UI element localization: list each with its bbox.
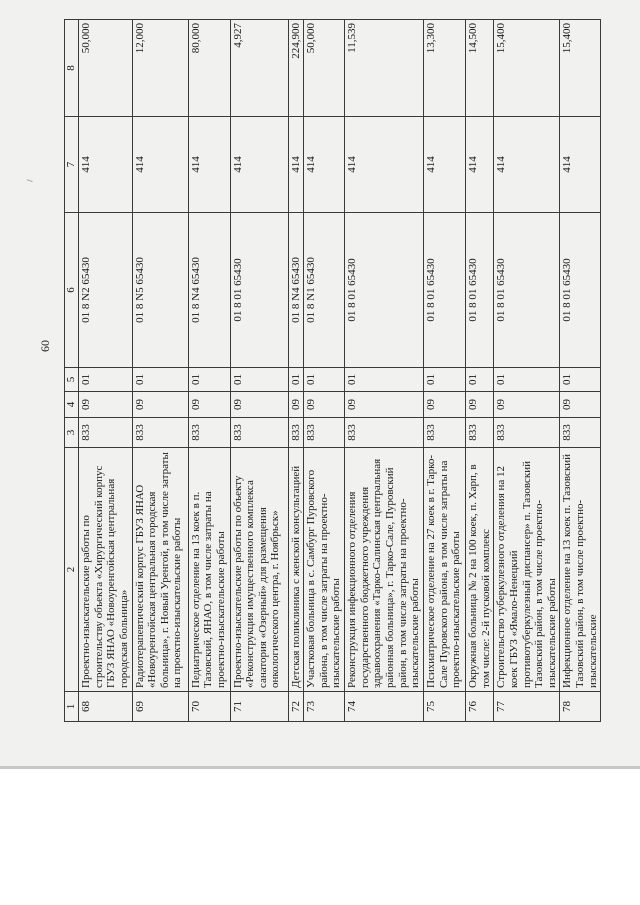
- column-header: 2: [65, 448, 79, 692]
- code-expense-type: 414: [423, 117, 465, 213]
- code-expense-type: 414: [345, 117, 424, 213]
- code-expense-type: 414: [188, 117, 230, 213]
- code-ministry: 833: [132, 418, 188, 448]
- object-name: Реконструкция инфекционного отделения государственного бюджетного учреждения здравоохранения «Тарко-Салинская центральная районная больница», г. Тарко-Сале, Пуровский район, в том числе затраты на проектно-изыскательские работы: [345, 448, 424, 692]
- code-ministry: 833: [465, 418, 493, 448]
- column-number-row: [65, 20, 79, 722]
- code-subsection: 01: [494, 368, 560, 392]
- code-ministry: 833: [304, 418, 345, 448]
- code-subsection: 01: [79, 368, 133, 392]
- amount: 12,000: [132, 20, 188, 117]
- row-number: 72: [288, 692, 304, 722]
- object-name: Строительство туберкулезного отделения на 12 коек ГБУЗ «Ямало-Ненецкий противотуберкулезный диспансер» п. Тазовский Тазовский район, в том числе проектно-изыскательские работы: [494, 448, 560, 692]
- code-target: 01 8 N4 65430: [288, 213, 304, 368]
- amount: 15,400: [494, 20, 560, 117]
- code-ministry: 833: [345, 418, 424, 448]
- column-header: 6: [65, 213, 79, 368]
- code-section: 09: [423, 392, 465, 418]
- budget-table: [64, 19, 601, 722]
- code-target: 01 8 N5 65430: [132, 213, 188, 368]
- code-subsection: 01: [188, 368, 230, 392]
- amount: 80,000: [188, 20, 230, 117]
- code-target: 01 8 01 65430: [465, 213, 493, 368]
- scan-edge: [0, 766, 640, 769]
- code-subsection: 01: [465, 368, 493, 392]
- code-ministry: 833: [494, 418, 560, 448]
- code-target: 01 8 01 65430: [345, 213, 424, 368]
- row-number: 68: [79, 692, 133, 722]
- code-expense-type: 414: [560, 117, 601, 213]
- object-name: Педиатрическое отделение на 13 коек в п. Тазовский, ЯНАО, в том числе затраты на проектно-изыскательские работы: [188, 448, 230, 692]
- table-row: [79, 20, 133, 722]
- column-header: 3: [65, 418, 79, 448]
- object-name: Инфекционное отделение на 13 коек п. Тазовский Тазовский район, в том числе проектно-изыскательские: [560, 448, 601, 692]
- amount: 50,000: [304, 20, 345, 117]
- code-section: 09: [494, 392, 560, 418]
- column-header: 5: [65, 368, 79, 392]
- amount: 50,000: [79, 20, 133, 117]
- code-ministry: 833: [79, 418, 133, 448]
- code-subsection: 01: [230, 368, 288, 392]
- column-header: 8: [65, 20, 79, 117]
- amount: 14,500: [465, 20, 493, 117]
- code-section: 09: [304, 392, 345, 418]
- code-target: 01 8 N4 65430: [188, 213, 230, 368]
- row-number: 76: [465, 692, 493, 722]
- code-section: 09: [288, 392, 304, 418]
- code-section: 09: [345, 392, 424, 418]
- code-expense-type: 414: [288, 117, 304, 213]
- row-number: 74: [345, 692, 424, 722]
- table-row: [494, 20, 560, 722]
- amount: 4,927: [230, 20, 288, 117]
- table-row: [132, 20, 188, 722]
- amount: 15,400: [560, 20, 601, 117]
- code-target: 01 8 01 65430: [494, 213, 560, 368]
- pen-mark: [25, 179, 32, 186]
- code-section: 09: [465, 392, 493, 418]
- column-header: 7: [65, 117, 79, 213]
- page-number: 60: [38, 340, 52, 352]
- code-target: 01 8 01 65430: [423, 213, 465, 368]
- code-expense-type: 414: [132, 117, 188, 213]
- amount: 224,900: [288, 20, 304, 117]
- code-expense-type: 414: [79, 117, 133, 213]
- amount: 13,300: [423, 20, 465, 117]
- object-name: Проектно-изыскательские работы по строительству объекта «Хирургический корпус ГБУЗ ЯНАО «Новоуренгойская центральная городская больница»: [79, 448, 133, 692]
- table-row: [188, 20, 230, 722]
- object-name: Психиатрическое отделение на 27 коек в г. Тарко-Сале Пуровского района, в том числе затраты на проектно-изыскательские работы: [423, 448, 465, 692]
- row-number: 69: [132, 692, 188, 722]
- code-ministry: 833: [560, 418, 601, 448]
- column-header: 1: [65, 692, 79, 722]
- row-number: 77: [494, 692, 560, 722]
- code-target: 01 8 N2 65430: [79, 213, 133, 368]
- table-row: [345, 20, 424, 722]
- object-name: Окружная больница № 2 на 100 коек, п. Харп, в том числе: 2-й пусковой комплекс: [465, 448, 493, 692]
- object-name: Радиотерапевтический корпус ГБУЗ ЯНАО «Новоуренгойская центральная городская больница», г. Новый Уренгой, в том числе затраты на проектно-изыскательские работы: [132, 448, 188, 692]
- rotated-table-container: [64, 20, 599, 722]
- object-name: Участковая больница в с. Самбург Пуровского района, в том числе затраты на проектно-изыскательские работы: [304, 448, 345, 692]
- code-expense-type: 414: [304, 117, 345, 213]
- row-number: 71: [230, 692, 288, 722]
- code-target: 01 8 01 65430: [560, 213, 601, 368]
- code-target: 01 8 01 65430: [230, 213, 288, 368]
- table-row: [465, 20, 493, 722]
- object-name: Детская поликлиника с женской консультацией: [288, 448, 304, 692]
- code-section: 09: [79, 392, 133, 418]
- code-section: 09: [230, 392, 288, 418]
- row-number: 70: [188, 692, 230, 722]
- code-subsection: 01: [560, 368, 601, 392]
- code-section: 09: [188, 392, 230, 418]
- table-row: [560, 20, 601, 722]
- code-subsection: 01: [345, 368, 424, 392]
- table-row: [288, 20, 304, 722]
- code-section: 09: [132, 392, 188, 418]
- object-name: Проектно-изыскательские работы по объекту «Реконструкция имущественного комплекса санатория «Озерный» для размещения онкологического центра, г. Ноябрьск»: [230, 448, 288, 692]
- code-subsection: 01: [304, 368, 345, 392]
- amount: 11,539: [345, 20, 424, 117]
- table-row: [230, 20, 288, 722]
- row-number: 78: [560, 692, 601, 722]
- row-number: 73: [304, 692, 345, 722]
- code-expense-type: 414: [465, 117, 493, 213]
- code-ministry: 833: [188, 418, 230, 448]
- code-ministry: 833: [423, 418, 465, 448]
- row-number: 75: [423, 692, 465, 722]
- code-ministry: 833: [288, 418, 304, 448]
- code-subsection: 01: [288, 368, 304, 392]
- code-ministry: 833: [230, 418, 288, 448]
- code-expense-type: 414: [230, 117, 288, 213]
- code-section: 09: [560, 392, 601, 418]
- code-subsection: 01: [423, 368, 465, 392]
- code-subsection: 01: [132, 368, 188, 392]
- table-row: [423, 20, 465, 722]
- table-row: [304, 20, 345, 722]
- column-header: 4: [65, 392, 79, 418]
- code-expense-type: 414: [494, 117, 560, 213]
- code-target: 01 8 N1 65430: [304, 213, 345, 368]
